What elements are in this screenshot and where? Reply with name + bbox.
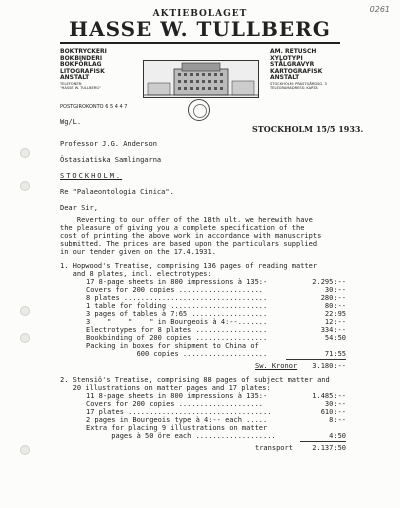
line-item-text: Covers for 200 copies .................... <box>86 400 264 408</box>
line-item-amount: 12:-- <box>324 318 346 326</box>
line-item-text: Extra for placing 9 illustrations on matter <box>86 424 268 432</box>
line-item-text: 3 pages of tables à 7:65 .................. <box>86 310 268 318</box>
recipient-name: Professor J.G. Anderson <box>60 140 157 148</box>
line-item-amount: 280:-- <box>320 294 346 302</box>
line-item-text: Covers for 200 copies .................... <box>86 286 264 294</box>
total-amount: 3.180:-- <box>312 362 346 370</box>
line-item-text: 8 plates .................................. <box>86 294 268 302</box>
line-item-amount: 1.485:-- <box>312 392 346 400</box>
line-item-text: 600 copies .................... <box>86 350 268 358</box>
recipient-city: STOCKHOLM. <box>60 172 123 180</box>
line-item-amount: 30:-- <box>324 400 346 408</box>
line-item-text: Electrotypes for 8 plates ................. <box>86 326 268 334</box>
line-item-text: pages à 50 öre each ................... <box>86 432 276 440</box>
line-item-amount: 334:-- <box>320 326 346 334</box>
line-item-amount: 30:-- <box>324 286 346 294</box>
line-item-text: 1 table for folding ....................... <box>86 302 268 310</box>
line-item-amount: 71:55 <box>324 350 346 358</box>
place-and-date: STOCKHOLM 15/5 1933. <box>252 124 364 134</box>
punch-hole <box>20 445 30 455</box>
line-item-amount: 80:-- <box>324 302 346 310</box>
transport-label: transport <box>255 444 293 452</box>
letterhead-right-column: AM. RETUSCH XYLOTYPI STÅLGRAVYR KARTOGRAFISK ANSTALT STOCKHOLM: PRÄSTGÅRDSG. 3 TELEGRAMADRESS: KARTA <box>270 48 327 91</box>
building-illustration <box>143 60 259 98</box>
letterhead-top: AKTIEBOLAGET <box>152 9 248 19</box>
punch-hole <box>20 181 30 191</box>
line-item-text: Bookbinding of 200 copies ................. <box>86 334 268 342</box>
letterhead-name: HASSE W. TULLBERG <box>69 17 331 41</box>
letter-page: 0261 AKTIEBOLAGET HASSE W. TULLBERG BOKTRYCKERI BOKBINDERI BOKFÖRLAG LITOGRAFISK ANSTALT TELEFONER: "HASSE W. TULLBERG" AM. RETUSCH XYLOTYPI STÅLGRAVYR KARTOGRAFISK ANSTALT STOCKHOLM: PRÄSTGÅRDSG. 3 TELEGRAMADRESS: KARTA POSTGIROKONTO 6 5 4 4 7 Wg/L. STOCKHOLM 15/5 1933. Professor J.G. Anderson Östasiatiska Samlingarna STOCKHOLM. Re "Palaeontologia Cinica". Dear Sir, Reverting to our offer of the 18th ult. we herewith have the pleasure of giving you a complete specification of the cost of printing the above work in accordance with manuscripts submitted. The prices are based upon the particulars supplied in our tender given on the 17.4.1931. 1. Hopwood's Treatise, comprising 136 pages of reading matter and 8 plates, incl. electrotypes: 17 8-page sheets in 800 impressions à 135:- 2.295:-- Covers for 200 copies .................... 30:-- 8 plates .................................. 280:-- 1 table for folding ....................... 80:-- 3 pages of tables à 7:65 .................. 22:95 3 " " " in Bourgeois à 4:--....... 12:-- Electrotypes for 8 plates ................. 334:-- Bookbinding of 200 copies ................. 54:50 Packing in boxes for shipment to China of 600 copies .................... 71:55 Sw. Kronor 3.180:-- 2. Stensiö's Treatise, comprising 88 pages of subject matter and 20 illustrations on matter pages and 17 plates: 11 8-page sheets in 800 impressions à 135:- 1.485:-- Covers for 200 copies .................... 30:-- 17 plates .................................. 610:-- 2 pages in Bourgeois type à 4:-- each ..... 8:-- Extra for placing 9 illustrations on matter pages à 50 öre each ................... 4:50 transport 2.137:50 <box>0 0 400 508</box>
line-item-text: 11 8-page sheets in 800 impressions à 135:- <box>86 392 268 400</box>
recipient-institution: Östasiatiska Samlingarna <box>60 156 162 164</box>
line-item-amount: 8:-- <box>329 416 346 424</box>
line-item-amount: 4:50 <box>329 432 346 440</box>
punch-hole <box>20 306 30 316</box>
salutation: Dear Sir, <box>60 204 98 212</box>
line-item-amount: 610:-- <box>320 408 346 416</box>
punch-hole <box>20 148 30 158</box>
sum-rule <box>286 359 346 360</box>
line-item-amount: 22:95 <box>324 310 346 318</box>
line-item-amount: 2.295:-- <box>312 278 346 286</box>
line-item-text: 2 pages in Bourgeois type à 4:-- each ..... <box>86 416 268 424</box>
postgiro-line: POSTGIROKONTO 6 5 4 4 7 <box>60 104 128 110</box>
total-label: Sw. Kronor <box>255 362 298 370</box>
line-item-text: Packing in boxes for shipment to China of <box>86 342 259 350</box>
transport-amount: 2.137:50 <box>312 444 346 452</box>
punch-hole <box>20 333 30 343</box>
letterhead-rule <box>60 42 340 44</box>
letterhead-left-column: BOKTRYCKERI BOKBINDERI BOKFÖRLAG LITOGRAFISK ANSTALT TELEFONER: "HASSE W. TULLBERG" <box>60 48 107 91</box>
line-item-text: 3 " " " in Bourgeois à 4:--....... <box>86 318 268 326</box>
archive-number: 0261 <box>369 5 390 14</box>
line-item-text: 17 plates .................................. <box>86 408 272 416</box>
reference-initials: Wg/L. <box>60 118 82 126</box>
line-item-amount: 54:50 <box>324 334 346 342</box>
subject-line: Re "Palaeontologia Cinica". <box>60 188 174 196</box>
company-seal <box>188 99 210 121</box>
sum-rule <box>300 441 346 442</box>
line-item-text: 17 8-page sheets in 800 impressions à 135:- <box>86 278 268 286</box>
